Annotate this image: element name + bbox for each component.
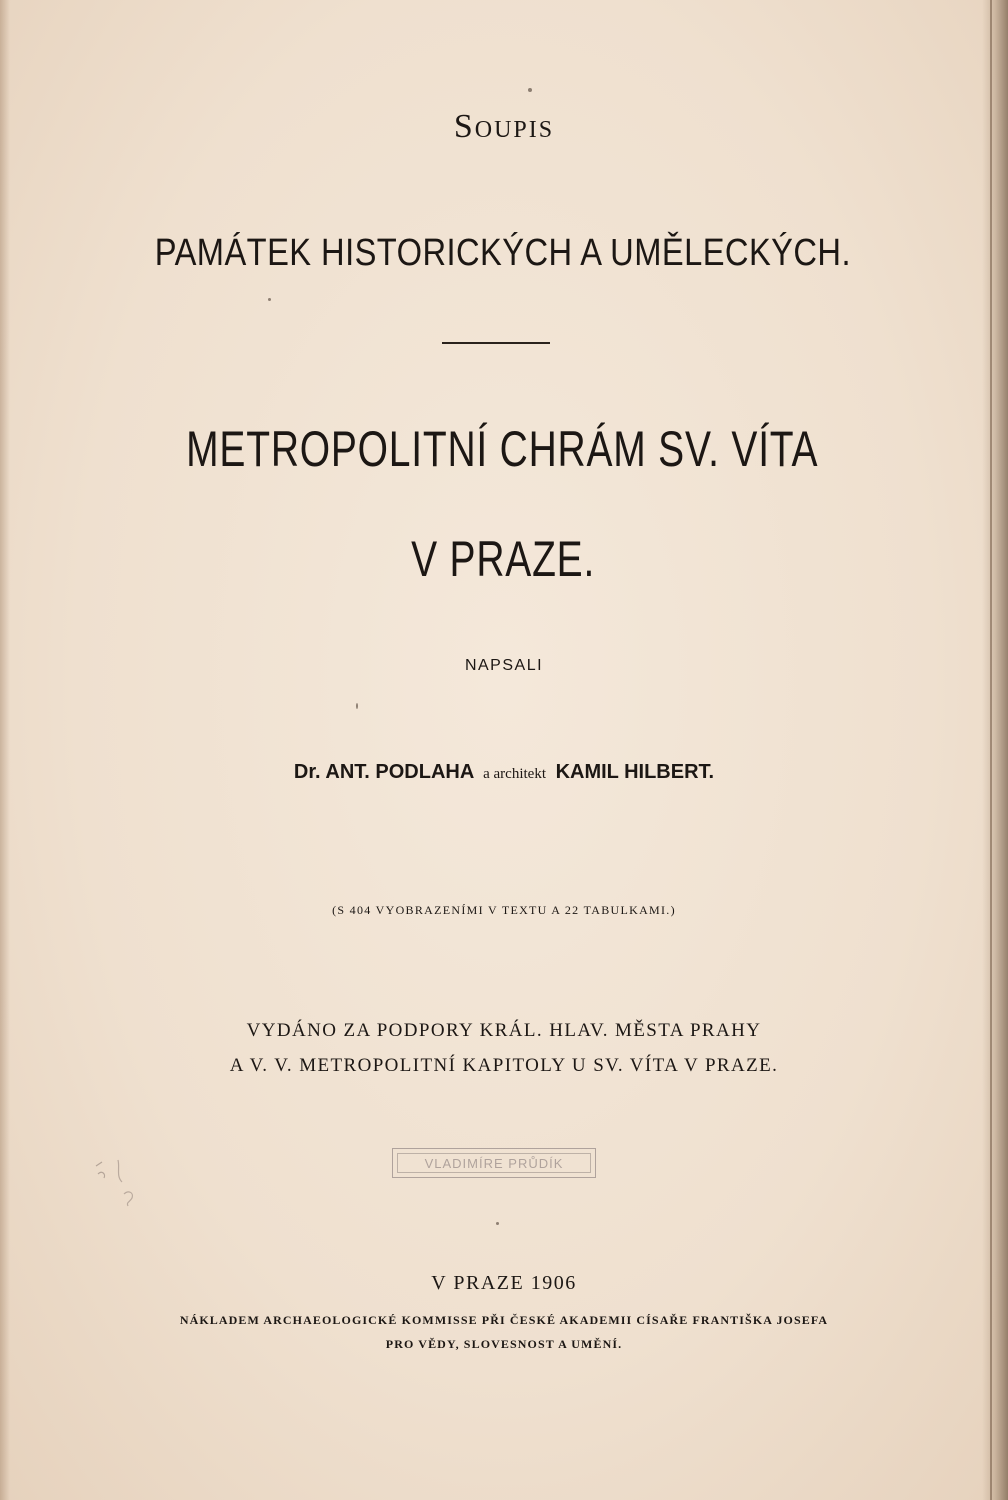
pencil-marks — [88, 1152, 158, 1232]
ownership-stamp-text: VLADIMÍRE PRŮDÍK — [397, 1153, 591, 1173]
paper-speck — [268, 298, 271, 301]
publisher-line-1: NÁKLADEM ARCHAEOLOGICKÉ KOMMISSE PŘI ČESKÉ AKADEMII CÍSAŘE FRANTIŠKA JOSEFA — [179, 1313, 829, 1327]
place-and-year: V PRAZE 1906 — [431, 1272, 577, 1294]
written-by-label: NAPSALI — [464, 657, 544, 674]
paper-speck — [496, 1222, 499, 1225]
series-subtitle: PAMÁTEK HISTORICKÝCH A UMĚLECKÝCH. — [154, 232, 851, 274]
paper-speck — [528, 88, 532, 92]
ownership-stamp — [392, 1148, 596, 1178]
author-podlaha: Dr. ANT. PODLAHA — [293, 761, 474, 783]
main-title: METROPOLITNÍ CHRÁM SV. VÍTA — [186, 421, 819, 477]
support-line-2: A V. V. METROPOLITNÍ KAPITOLY U SV. VÍTA V PRAZE. — [229, 1055, 779, 1076]
author-connector: a architekt — [483, 766, 546, 782]
paper-speck — [356, 703, 358, 709]
illustrations-note: (S 404 VYOBRAZENÍMI V TEXTU A 22 TABULKAMI.) — [332, 903, 676, 917]
title-divider — [442, 342, 550, 344]
publisher-line-2: PRO VĚDY, SLOVESNOST A UMĚNÍ. — [385, 1337, 623, 1351]
series-title: Soupis — [453, 108, 555, 145]
support-line-1: VYDÁNO ZA PODPORY KRÁL. HLAV. MĚSTA PRAHY — [246, 1020, 762, 1041]
author-hilbert: KAMIL HILBERT. — [555, 761, 715, 783]
authors-line — [0, 761, 1008, 784]
main-title-location: V PRAZE. — [411, 531, 596, 587]
